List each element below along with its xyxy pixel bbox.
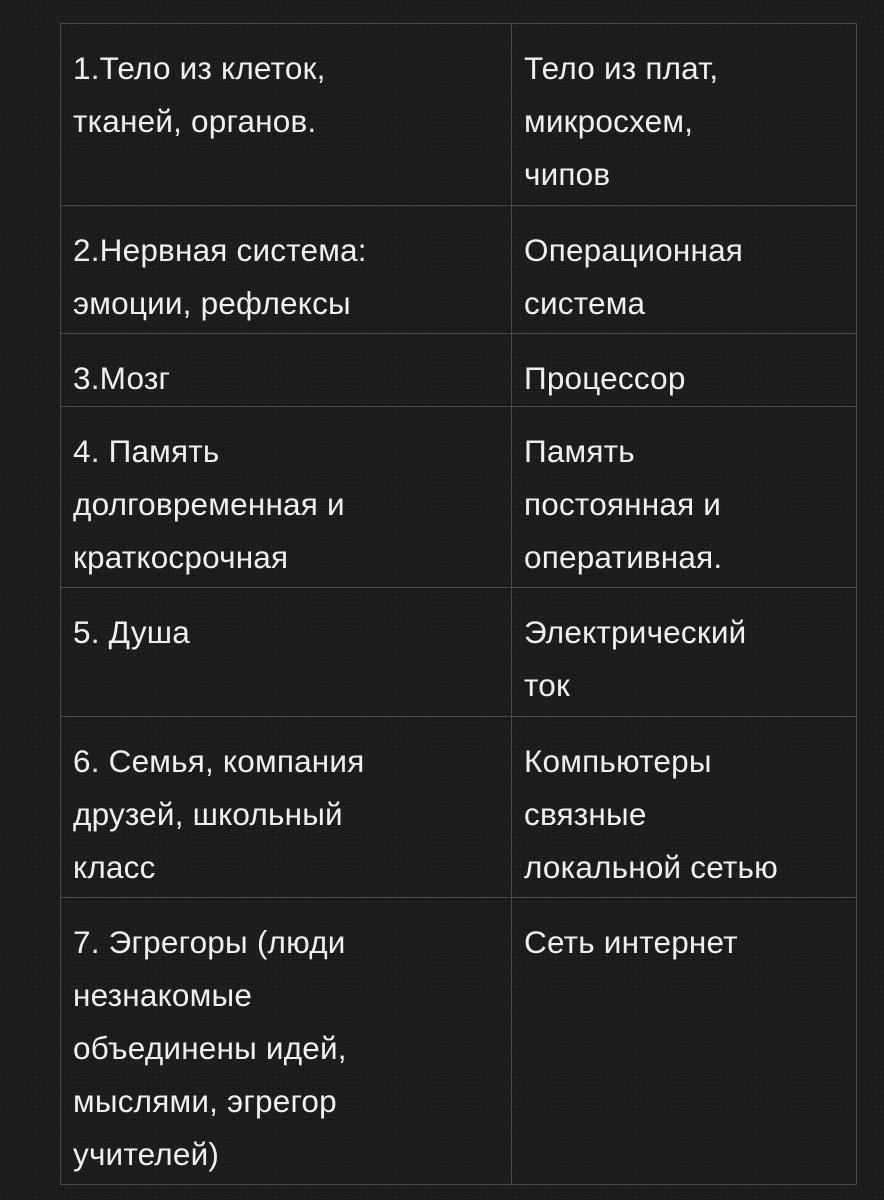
computer-cell: Сеть интернет <box>512 898 857 1185</box>
table-row <box>61 24 857 206</box>
table-row <box>61 717 857 898</box>
computer-cell: Электрический ток <box>512 588 857 717</box>
table-row <box>61 898 857 1185</box>
table-row <box>61 334 857 407</box>
computer-cell: Память постоянная и оперативная. <box>512 407 857 588</box>
table-row <box>61 206 857 334</box>
human-cell: 6. Семья, компания друзей, школьный класс <box>61 717 512 898</box>
table-row <box>61 407 857 588</box>
human-cell: 3.Мозг <box>61 334 512 407</box>
comparison-table <box>60 23 857 1185</box>
computer-cell: Процессор <box>512 334 857 407</box>
human-cell: 1.Тело из клеток, тканей, органов. <box>61 24 512 206</box>
human-cell: 2.Нервная система: эмоции, рефлексы <box>61 206 512 334</box>
human-cell: 5. Душа <box>61 588 512 717</box>
computer-cell: Операционная система <box>512 206 857 334</box>
human-cell: 4. Память долговременная и краткосрочная <box>61 407 512 588</box>
human-cell: 7. Эгрегоры (люди незнакомые объединены идей, мыслями, эгрегор учителей) <box>61 898 512 1185</box>
computer-cell: Компьютеры связные локальной сетью <box>512 717 857 898</box>
computer-cell: Тело из плат, микросхем, чипов <box>512 24 857 206</box>
table-row <box>61 588 857 717</box>
